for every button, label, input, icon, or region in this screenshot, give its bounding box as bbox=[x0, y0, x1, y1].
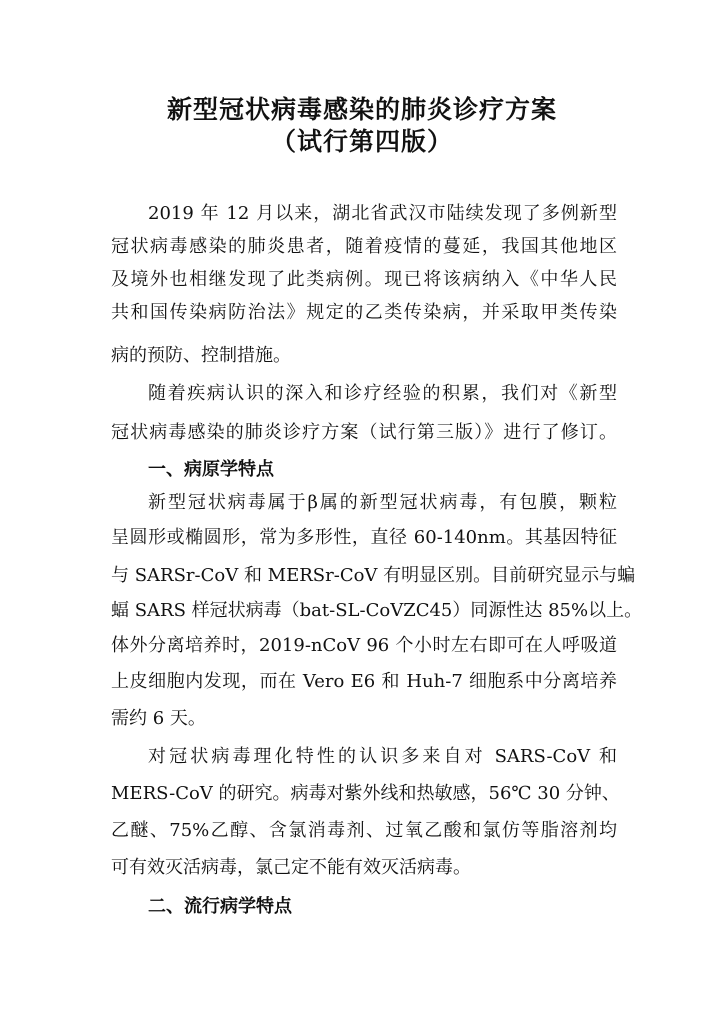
paragraph-line: 冠状病毒感染的肺炎患者，随着疫情的蔓延，我国其他地区 bbox=[111, 236, 617, 257]
paragraph-line: MERS-CoV 的研究。病毒对紫外线和热敏感，56℃ 30 分钟、 bbox=[111, 783, 620, 804]
paragraph-line: 及境外也相继发现了此类病例。现已将该病纳入《中华人民 bbox=[111, 269, 617, 290]
section-heading-epidemiology: 二、流行病学特点 bbox=[148, 896, 292, 917]
paragraph-line: 可有效灭活病毒，氯己定不能有效灭活病毒。 bbox=[111, 857, 471, 878]
paragraph-line: 新型冠状病毒属于β属的新型冠状病毒，有包膜，颗粒 bbox=[148, 492, 617, 513]
paragraph-line: 呈圆形或椭圆形，常为多形性，直径 60-140nm。其基因特征 bbox=[111, 527, 617, 548]
paragraph-line: 需约 6 天。 bbox=[111, 708, 206, 729]
paragraph-line: 随着疾病认识的深入和诊疗经验的积累，我们对《新型 bbox=[148, 383, 617, 404]
paragraph-line: 与 SARSr-CoV 和 MERSr-CoV 有明显区别。目前研究显示与蝙 bbox=[111, 565, 636, 586]
paragraph-line: 上皮细胞内发现，而在 Vero E6 和 Huh-7 细胞系中分离培养 bbox=[111, 671, 617, 692]
paragraph-line: 体外分离培养时，2019-nCoV 96 个小时左右即可在人呼吸道 bbox=[111, 635, 617, 656]
paragraph-line: 对冠状病毒理化特性的认识多来自对 SARS-CoV 和 bbox=[148, 746, 617, 767]
section-heading-pathogen: 一、病原学特点 bbox=[148, 459, 274, 480]
paragraph-line: 冠状病毒感染的肺炎诊疗方案（试行第三版）》进行了修订。 bbox=[111, 422, 617, 443]
paragraph-line: 乙醚、75%乙醇、含氯消毒剂、过氧乙酸和氯仿等脂溶剂均 bbox=[111, 820, 617, 841]
document-subtitle: （试行第四版） bbox=[270, 127, 453, 156]
document-title: 新型冠状病毒感染的肺炎诊疗方案 bbox=[166, 95, 557, 124]
paragraph-line: 病的预防、控制措施。 bbox=[111, 345, 291, 366]
paragraph-line: 共和国传染病防治法》规定的乙类传染病，并采取甲类传染 bbox=[111, 302, 617, 323]
paragraph-line: 2019 年 12 月以来，湖北省武汉市陆续发现了多例新型 bbox=[148, 203, 617, 224]
paragraph-line: 蝠 SARS 样冠状病毒（bat-SL-CoVZC45）同源性达 85%以上。 bbox=[111, 600, 643, 621]
